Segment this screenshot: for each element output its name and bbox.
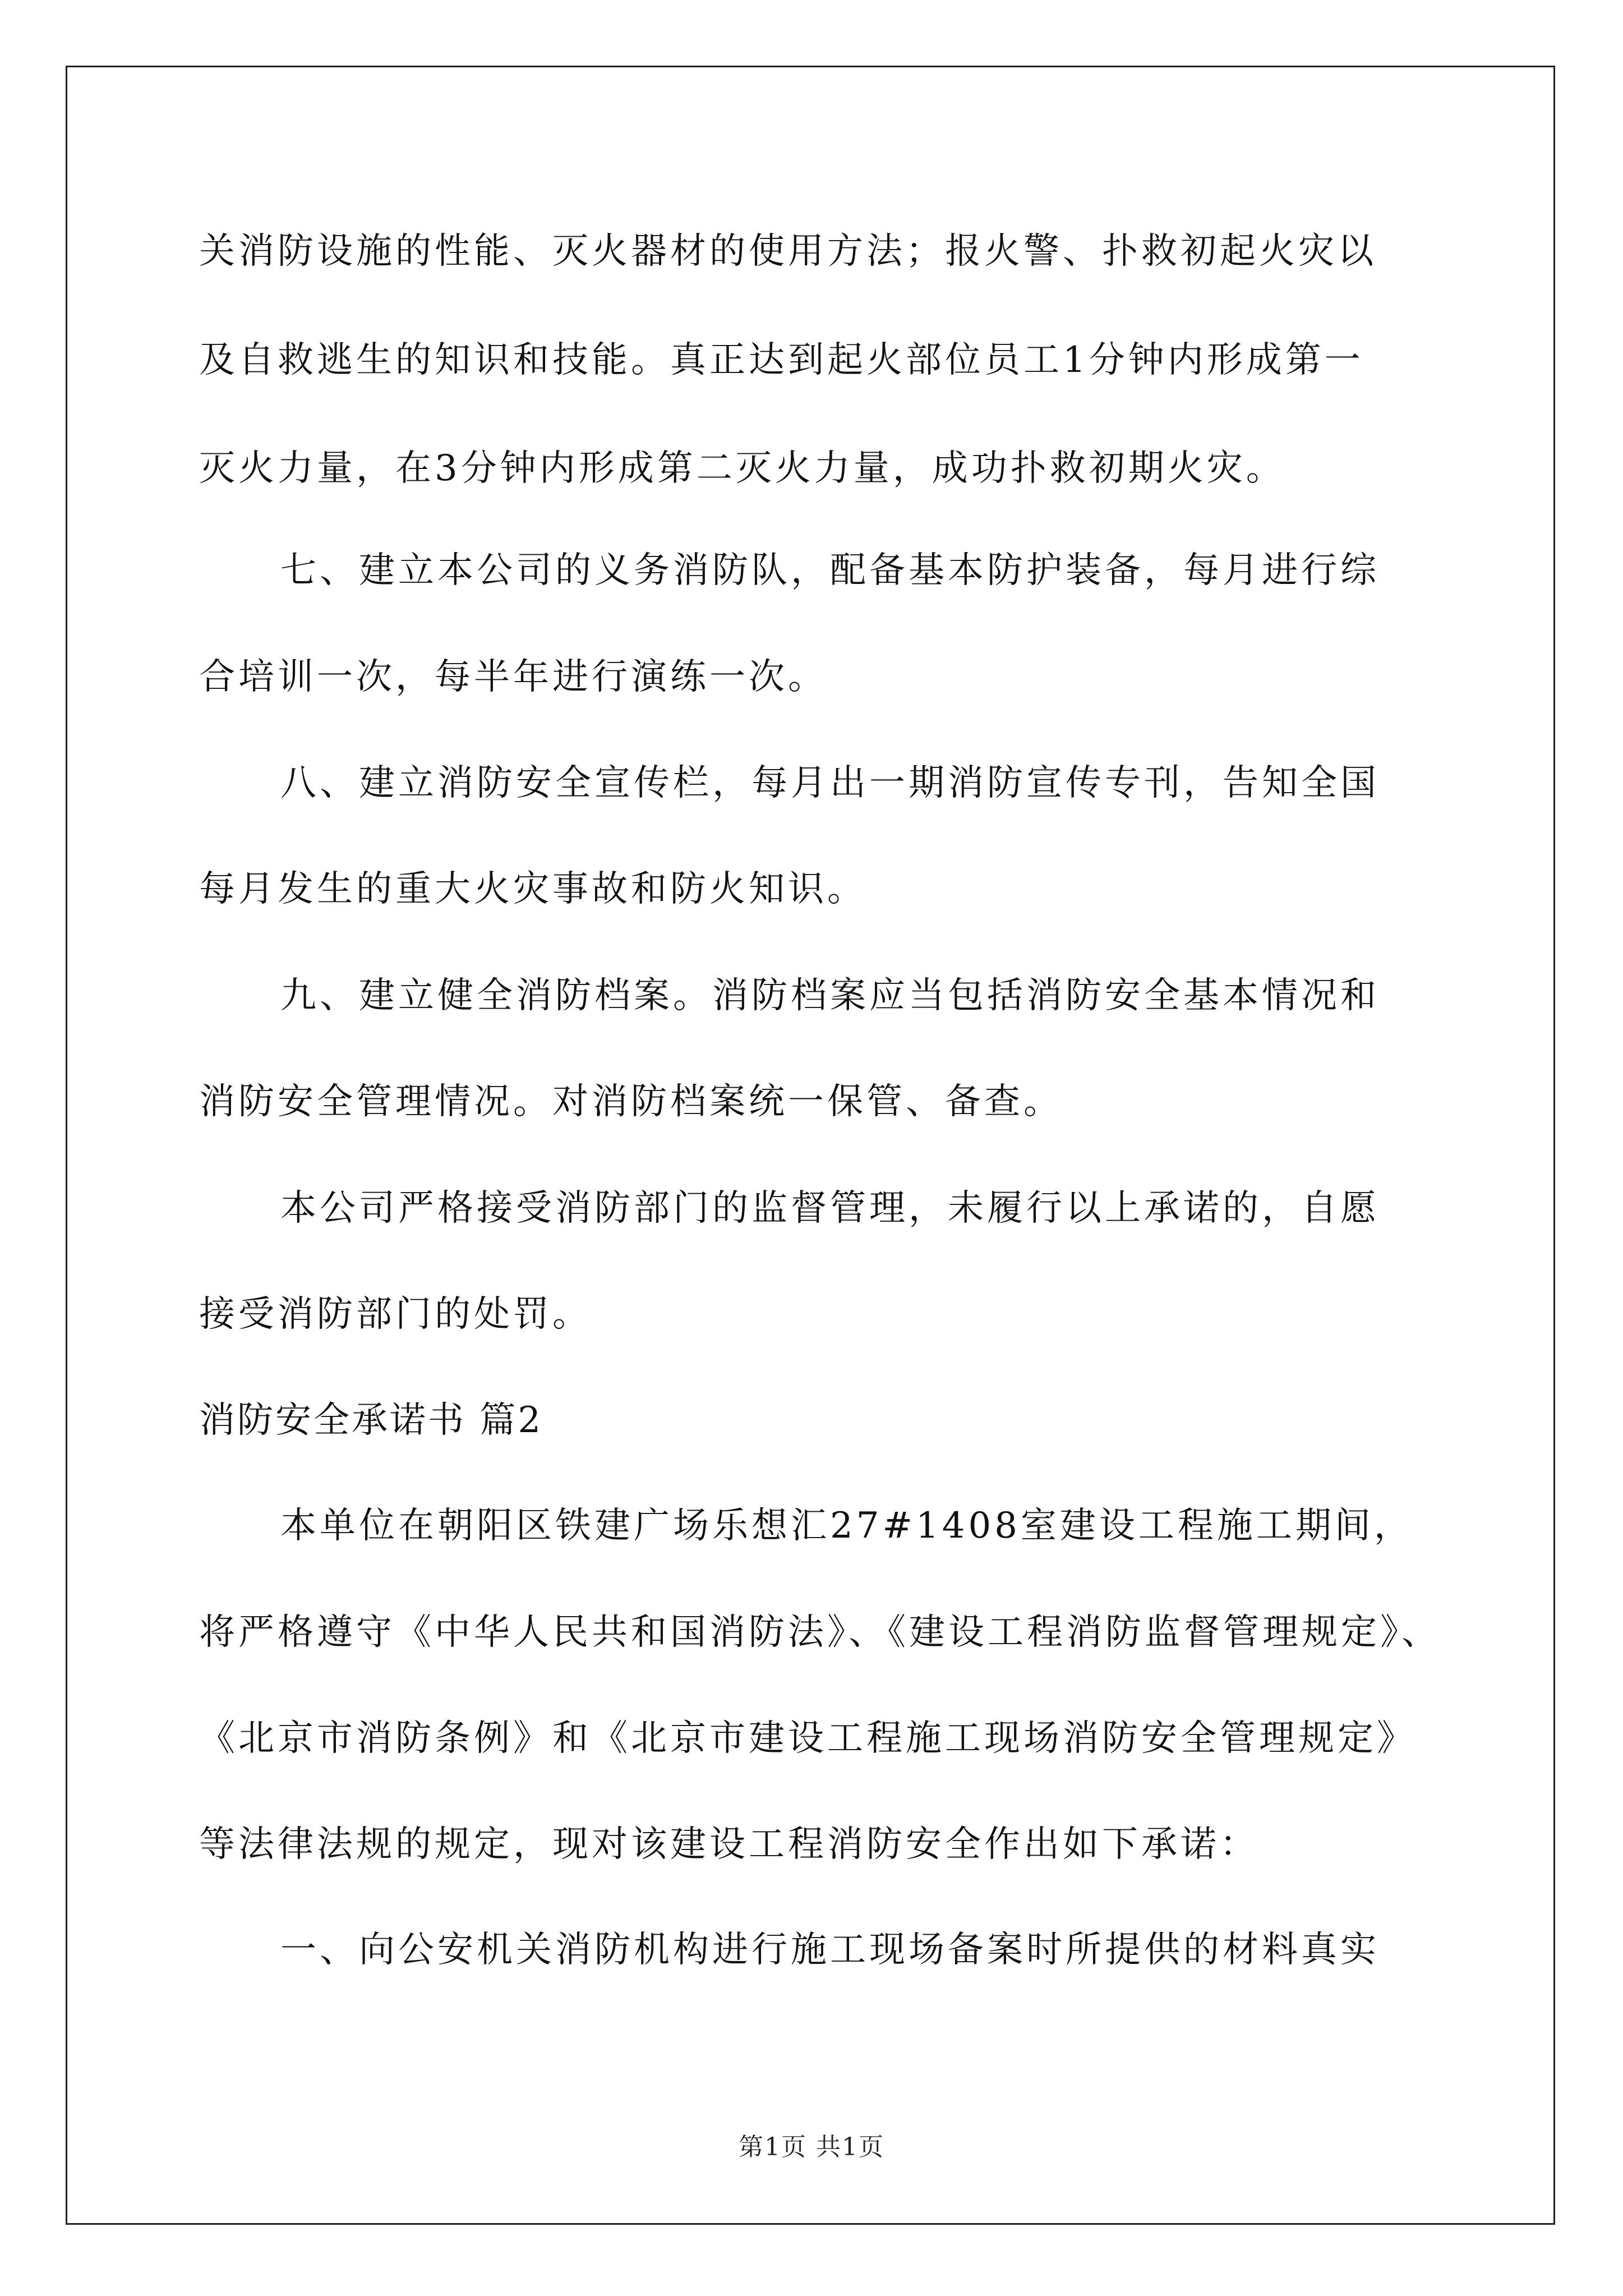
- paragraph-start: 一、向公安机关消防机构进行施工现场备案时所提供的材料真实: [280, 1929, 1380, 1971]
- page-border: [66, 66, 1555, 2225]
- text-line: 合培训一次，每半年进行演练一次。: [199, 656, 827, 698]
- text-line: 将严格遵守《中华人民共和国消防法》、《建设工程消防监督管理规定》、: [199, 1612, 1441, 1653]
- paragraph-start: 七、建立本公司的义务消防队，配备基本防护装备，每月进行综: [280, 550, 1380, 591]
- paragraph-start: 本公司严格接受消防部门的监督管理，未履行以上承诺的，自愿: [280, 1188, 1380, 1229]
- text-line: 灭火力量，在3分钟内形成第二灭火力量，成功扑救初期火灾。: [199, 448, 1285, 489]
- paragraph-start: 九、建立健全消防档案。消防档案应当包括消防安全基本情况和: [280, 975, 1380, 1016]
- text-line: 等法律法规的规定，现对该建设工程消防安全作出如下承诺：: [199, 1824, 1259, 1865]
- paragraph-start: 本单位在朝阳区铁建广场乐想汇27#1408室建设工程施工期间，: [280, 1505, 1413, 1547]
- text-line: 及自救逃生的知识和技能。真正达到起火部位员工1分钟内形成第一: [199, 339, 1364, 381]
- text-line: 每月发生的重大火灾事故和防火知识。: [199, 868, 866, 910]
- text-line: 关消防设施的性能、灭火器材的使用方法；报火警、扑救初起火灾以: [199, 231, 1377, 272]
- text-line: 《北京市消防条例》和《北京市建设工程施工现场消防安全管理规定》: [199, 1718, 1416, 1759]
- paragraph-start: 八、建立消防安全宣传栏，每月出一期消防宣传专刊，告知全国: [280, 762, 1380, 804]
- text-line: 接受消防部门的处罚。: [199, 1294, 592, 1335]
- page-footer: 第1页 共1页: [739, 2133, 884, 2161]
- section-heading: 消防安全承诺书 篇2: [199, 1400, 543, 1441]
- text-line: 消防安全管理情况。对消防档案统一保管、备查。: [199, 1081, 1063, 1122]
